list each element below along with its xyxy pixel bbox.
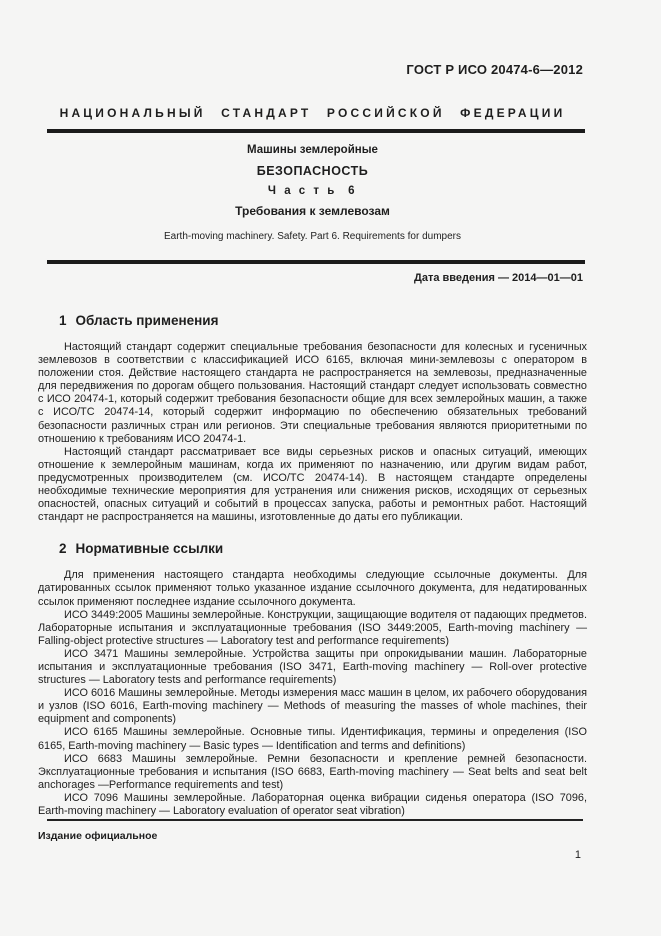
title-block bbox=[38, 144, 587, 242]
paragraph: ИСО 3449:2005 Машины землеройные. Конструкции, защищающие водителя от падающих предметов. Лабораторные испытания и эксплуатационные требования (ISO 3449:2005, Earth-moving machinery — Falling-object protective structures — Laboratory test and performance requirements) bbox=[38, 608, 587, 647]
title-part: Ч а с т ь 6 bbox=[267, 185, 358, 197]
title-requirements-ru: Требования к землевозам bbox=[235, 204, 390, 218]
paragraph: ИСО 6683 Машины землеройные. Ремни безопасности и крепление ремней безопасности. Эксплуатационные требования и испытания (ISO 6683, Earth-moving machinery — Seat belts and seat belt anchorages —Performance requirements and test) bbox=[38, 752, 587, 791]
section-1-heading bbox=[38, 313, 587, 328]
paragraph: ИСО 6165 Машины землеройные. Основные типы. Идентификация, термины и определения (ISO 6165, Earth-moving machinery — Basic types — Identification and terms and definitions) bbox=[38, 726, 587, 752]
title-english: Earth-moving machinery. Safety. Part 6. Requirements for dumpers bbox=[164, 231, 461, 242]
section-1-number: 1 bbox=[59, 313, 67, 328]
title-safety-ru: БЕЗОПАСНОСТЬ bbox=[256, 164, 369, 178]
paragraph: ИСО 7096 Машины землеройные. Лабораторная оценка вибрации сиденья оператора (ISO 7096, Earth-moving machinery — Laboratory evaluation of operator seat vibration) bbox=[38, 791, 587, 817]
paragraph: ИСО 3471 Машины землеройные. Устройства защиты при опрокидывании машин. Лабораторные испытания и эксплуатационные требования (ISO 3471, Earth-moving machinery — Roll-over protective structures — Laboratory tests and performance requirements) bbox=[38, 647, 587, 687]
section-2-body bbox=[38, 569, 587, 818]
paragraph: ИСО 6016 Машины землеройные. Методы измерения масс машин в целом, их рабочего оборудования и узлов (ISO 6016, Earth-moving machinery — Methods of measuring the masses of whole machines, their equipment and components) bbox=[38, 687, 587, 726]
section-2-number: 2 bbox=[59, 541, 67, 557]
title-subject-ru: Машины землеройные bbox=[247, 144, 378, 156]
header-rule bbox=[47, 129, 585, 133]
doc-number: ГОСТ Р ИСО 20474-6—2012 bbox=[406, 62, 583, 77]
section-2-title: Нормативные ссылки bbox=[75, 541, 224, 557]
page-footer bbox=[38, 819, 587, 861]
section-2-heading bbox=[38, 541, 587, 556]
paragraph: Настоящий стандарт содержит специальные требования безопасности для колесных и гусеничных землевозов в соответствии с классификацией ИСО 6165, включая мини-землевозы с оператором в положении стоя. Действие настоящего стандарта не распространяется на землевозы, предназначенные для передвижения по дорогам общего пользования. Настоящий стандарт следует использовать совместно с ИСО 20474-1, который содержит требования безопасности общие для всех землеройных машин, а также с ИСО/ТС 20474-14, который содержит информацию по обеспечению обязательных требований безопасности различных стран или регионов. Эти специальные требования являются приоритетными по отношению к требованиям ИСО 20474-1. bbox=[38, 341, 587, 445]
page-content bbox=[38, 0, 587, 818]
section-1-title: Область применения bbox=[75, 313, 219, 328]
footer-rule bbox=[47, 819, 583, 821]
page-number: 1 bbox=[574, 849, 581, 861]
edition-note: Издание официальное bbox=[38, 830, 158, 842]
paragraph: Для применения настоящего стандарта необходимы следующие ссылочные документы. Для датированных ссылок применяют только указанное издание ссылочного документа, для недатированных ссылок применяют последнее издание ссылочного документа. bbox=[38, 569, 587, 608]
section-1-body bbox=[38, 341, 587, 524]
paragraph: Настоящий стандарт рассматривает все виды серьезных рисков и опасных ситуаций, имеющих отношение к землеройным машинам, когда их применяют по назначению, или другим видам работ, предусмотренных производителем (см. ИСО/ТС 20474-14). В настоящем стандарте определены необходимые технические мероприятия для устранения или снижения рисков, исходящих от серьезных опасностей, опасных ситуаций и событий в процессах запуска, работы и ремонтных работ. Настоящий стандарт не распространяется на машины, изготовленные до даты его публикации. bbox=[38, 445, 587, 524]
title-rule bbox=[47, 260, 585, 264]
introduction-date: Дата введения — 2014—01—01 bbox=[414, 272, 583, 284]
standard-type-line: НАЦИОНАЛЬНЫЙ СТАНДАРТ РОССИЙСКОЙ ФЕДЕРАЦИИ bbox=[59, 106, 566, 120]
